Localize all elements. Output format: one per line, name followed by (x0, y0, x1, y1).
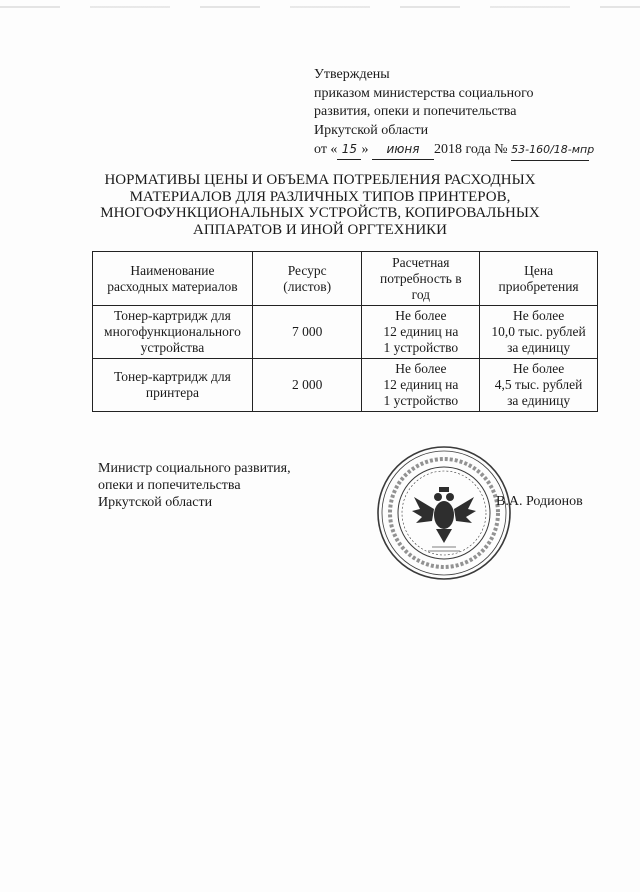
cell-price: Не более 4,5 тыс. рублей за единицу (480, 359, 598, 412)
cell-name: Тонер-картридж для многофункционального устройства (93, 306, 253, 359)
order-number: 53-160/18-мпр (511, 141, 589, 161)
table-row (93, 306, 598, 359)
cell-resource: 7 000 (252, 306, 362, 359)
minister-name: В.А. Родионов (496, 494, 583, 509)
signature-block (98, 460, 291, 511)
cell-name: Тонер-картридж для принтера (93, 359, 253, 412)
document-title (80, 172, 560, 238)
table-header-row (93, 252, 598, 306)
title-line-1: НОРМАТИВЫ ЦЕНЫ И ОБЪЕМА ПОТРЕБЛЕНИЯ РАСХОДНЫХ (104, 172, 536, 188)
approval-line-4: Иркутской области (314, 122, 429, 138)
header-resource: Ресурс (листов) (252, 252, 362, 306)
header-name: Наименование расходных материалов (93, 252, 253, 306)
date-day: 15 (337, 140, 361, 160)
signature-line-3: Иркутской области (98, 495, 213, 510)
approval-line-1: Утверждены (314, 67, 390, 82)
approval-line-2: приказом министерства социального (314, 85, 534, 101)
cell-price: Не более 10,0 тыс. рублей за единицу (480, 306, 598, 359)
norms-table (92, 251, 598, 412)
header-price: Цена приобретения (480, 252, 598, 306)
signature-line-1: Министр социального развития, (98, 461, 291, 476)
official-seal-stamp (374, 443, 514, 583)
date-prefix: от « (314, 142, 338, 157)
scan-artifact (0, 6, 640, 8)
date-mid: » (361, 142, 369, 157)
cell-resource: 2 000 (252, 359, 362, 412)
cell-need: Не более 12 единиц на 1 устройство (362, 359, 480, 412)
title-line-4: АППАРАТОВ И ИНОЙ ОРГТЕХНИКИ (193, 221, 447, 238)
date-month: июня (372, 140, 434, 160)
approval-line-3: развития, опеки и попечительства (314, 104, 517, 119)
eagle-emblem-icon (412, 487, 476, 543)
approval-date-line (314, 140, 624, 161)
signature-line-2: опеки и попечительства (98, 478, 241, 493)
title-line-3: МНОГОФУНКЦИОНАЛЬНЫХ УСТРОЙСТВ, КОПИРОВАЛЬНЫХ (100, 205, 540, 221)
title-line-2: МАТЕРИАЛОВ ДЛЯ РАЗЛИЧНЫХ ТИПОВ ПРИНТЕРОВ, (129, 188, 511, 205)
header-need: Расчетная потребность в год (362, 252, 480, 306)
cell-need: Не более 12 единиц на 1 устройство (362, 306, 480, 359)
table-row (93, 359, 598, 412)
approval-block (314, 66, 624, 161)
date-year: 2018 года № (433, 142, 508, 157)
